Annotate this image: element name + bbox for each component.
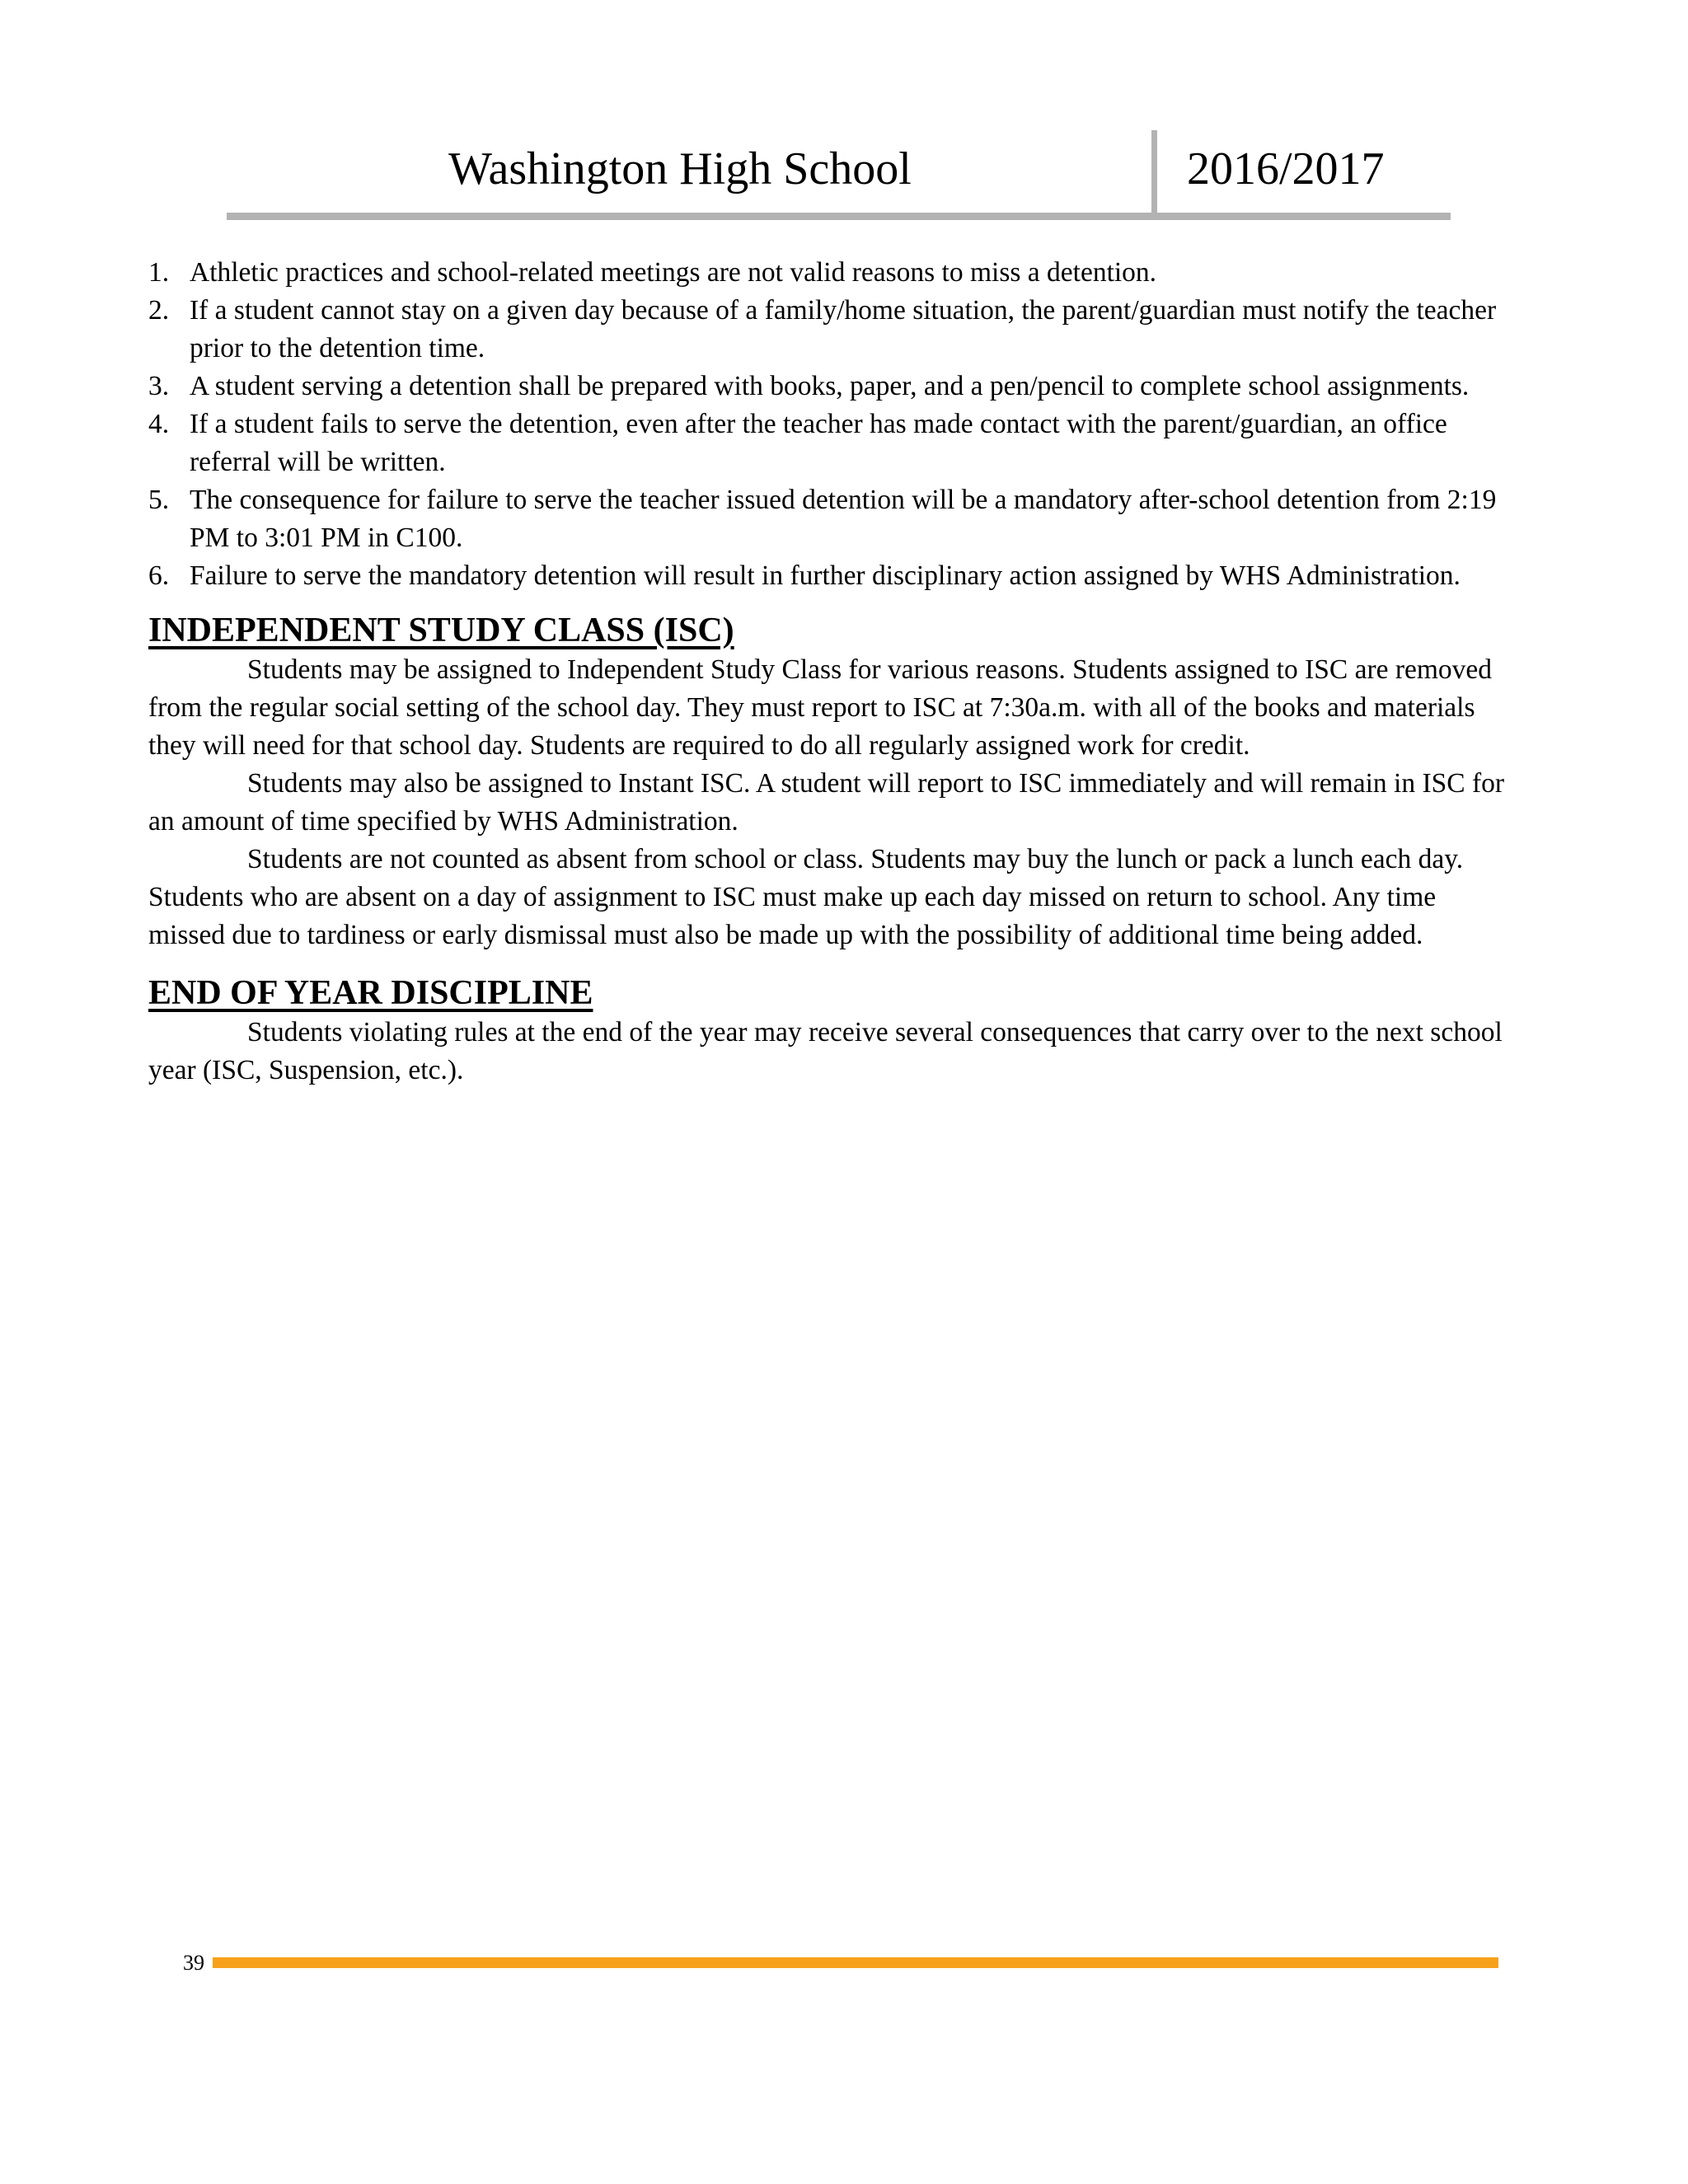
list-item (148, 557, 1508, 595)
list-item (148, 292, 1508, 368)
list-number: 6. (148, 560, 170, 591)
list-text: Athletic practices and school-related meetings are not valid reasons to miss a detention. (190, 257, 1157, 288)
list-item (148, 368, 1508, 405)
list-number: 4. (148, 409, 170, 439)
list-number: 2. (148, 295, 170, 326)
list-text: The consequence for failure to serve the teacher issued detention will be a mandatory after-school detention from 2:19 PM to 3:01 PM in C100. (190, 485, 1497, 553)
list-item (148, 405, 1508, 481)
list-number: 5. (148, 485, 170, 515)
isc-paragraph: Students may be assigned to Independent Study Class for various reasons. Students assigned to ISC are removed from the regular social setting of the school day. They must report to ISC at 7:30a.m. with all of the books and materials they will need for that school day. Students are required to do all regularly assigned work for credit. (148, 654, 1493, 761)
school-year: 2016/2017 (1187, 143, 1385, 194)
list-text: If a student cannot stay on a given day because of a family/home situation, the parent/guardian must notify the teacher prior to the detention time. (190, 295, 1497, 363)
end-of-year-heading: END OF YEAR DISCIPLINE (148, 974, 593, 1012)
list-text: Failure to serve the mandatory detention will result in further disciplinary action assigned by WHS Administration. (190, 560, 1461, 591)
list-text: If a student fails to serve the detention, even after the teacher has made contact with the parent/guardian, an office referral will be written. (190, 409, 1447, 477)
isc-paragraph: Students may also be assigned to Instant ISC. A student will report to ISC immediately and will remain in ISC for an amount of time specified by WHS Administration. (148, 768, 1505, 837)
footer-bar (213, 1957, 1498, 1968)
page-content (148, 254, 1508, 1090)
list-item (148, 481, 1508, 557)
detention-rules-list (148, 254, 1508, 595)
list-item (148, 254, 1508, 292)
end-of-year-paragraph: Students violating rules at the end of the year may receive several consequences that carry over to the next school year (ISC, Suspension, etc.). (148, 1017, 1503, 1085)
isc-paragraph: Students are not counted as absent from school or class. Students may buy the lunch or pack a lunch each day. Students who are absent on a day of assignment to ISC must make up each day missed on return to school. Any time missed due to tardiness or early dismissal must also be made up with the possibility of additional time being added. (148, 844, 1464, 950)
school-title: Washington High School (448, 143, 912, 194)
list-number: 3. (148, 371, 170, 401)
list-number: 1. (148, 257, 170, 288)
header-divider (1151, 130, 1157, 217)
list-text: A student serving a detention shall be prepared with books, paper, and a pen/pencil to complete school assignments. (190, 371, 1470, 401)
isc-heading: INDEPENDENT STUDY CLASS (ISC) (148, 612, 734, 649)
header-rule (227, 213, 1451, 220)
page-number: 39 (183, 1951, 204, 1975)
